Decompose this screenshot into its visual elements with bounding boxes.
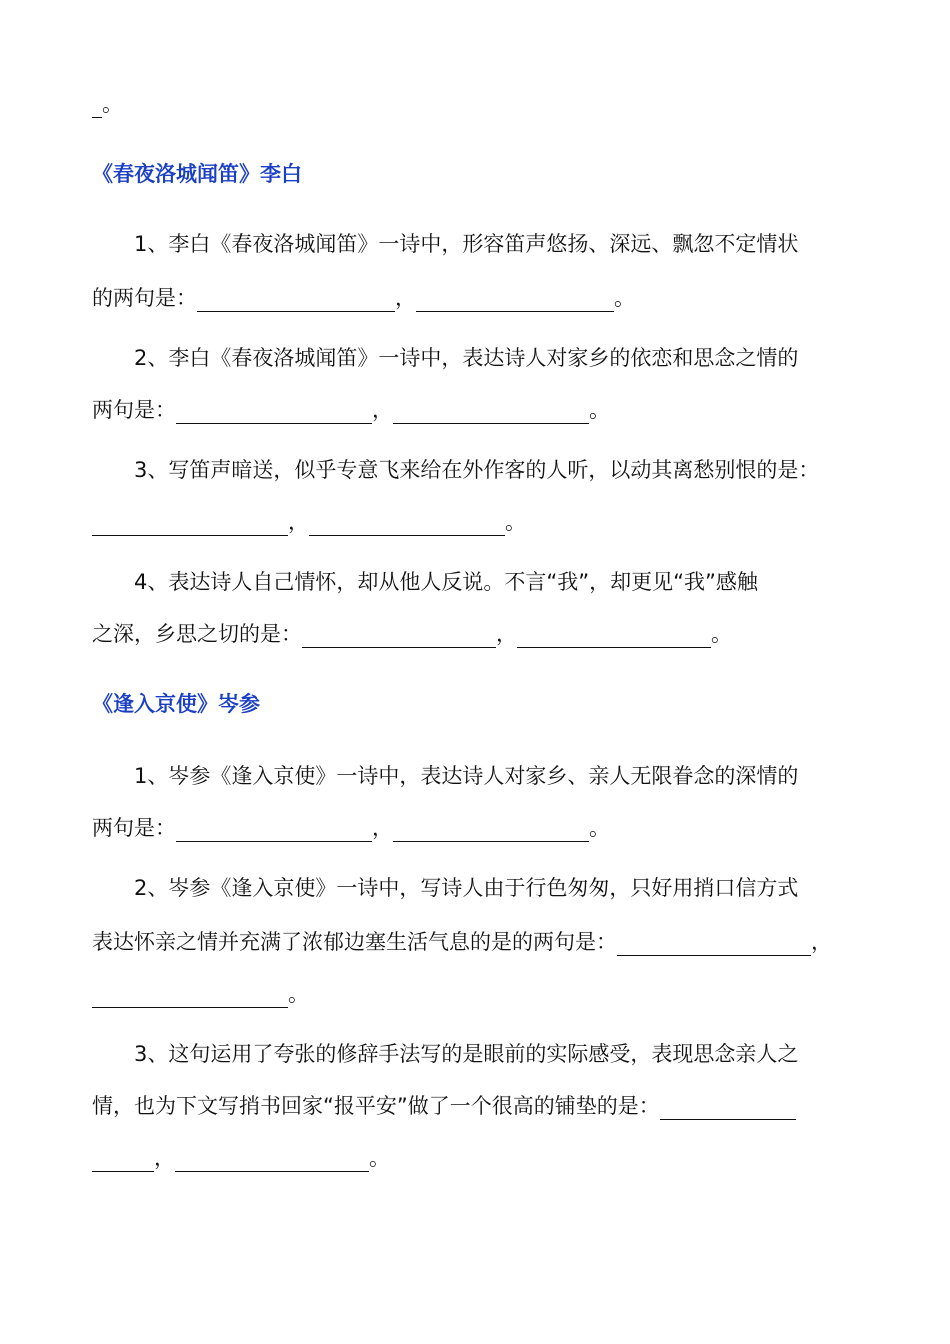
answer-blank[interactable] <box>175 1149 369 1172</box>
end-mark: 。 <box>614 286 635 310</box>
s2-q2-line3 <box>92 980 309 1008</box>
s1-q1-line2 <box>92 284 635 312</box>
s1-q2-line2 <box>92 396 610 424</box>
end-mark: 。 <box>369 1146 390 1170</box>
comma-sep: ， <box>288 510 309 534</box>
s2-q1-line1: 1、岑参《逢入京使》一诗中，表达诗人对家乡、亲人无限眷念的深情的 <box>134 764 799 788</box>
answer-blank-continued[interactable] <box>92 1149 154 1172</box>
s2-q3-line1: 3、这句运用了夸张的修辞手法写的是眼前的实际感受，表现思念亲人之 <box>134 1042 799 1066</box>
section-heading-chunye: 《春夜洛城闻笛》李白 <box>92 162 302 186</box>
s1-q3-line1: 3、写笛声暗送，似乎专意飞来给在外作客的人听，以动其离愁别恨的是： <box>134 458 820 482</box>
answer-blank[interactable] <box>92 95 102 118</box>
s2-q3-line3 <box>92 1144 390 1172</box>
top-fragment-line <box>92 90 123 118</box>
s1-q4-prefix: 之深，乡思之切的是： <box>92 622 302 646</box>
s1-q2-line1: 2、李白《春夜洛城闻笛》一诗中，表达诗人对家乡的依恋和思念之情的 <box>134 346 799 370</box>
end-mark: 。 <box>288 982 309 1006</box>
answer-blank[interactable] <box>517 625 711 648</box>
comma-sep: ， <box>372 816 393 840</box>
comma-sep: ， <box>372 398 393 422</box>
s2-q3-line2 <box>92 1092 796 1120</box>
end-mark: 。 <box>102 92 123 116</box>
answer-blank[interactable] <box>176 819 372 842</box>
comma-sep: ， <box>395 286 416 310</box>
s2-q1-line2 <box>92 814 610 842</box>
end-mark: 。 <box>589 398 610 422</box>
section-heading-fengru: 《逢入京使》岑参 <box>92 692 260 716</box>
s1-q3-line2 <box>92 508 526 536</box>
end-mark: 。 <box>505 510 526 534</box>
answer-blank[interactable] <box>393 819 589 842</box>
answer-blank[interactable] <box>302 625 496 648</box>
answer-blank[interactable] <box>617 933 811 956</box>
s2-q2-prefix: 表达怀亲之情并充满了浓郁边塞生活气息的是的两句是： <box>92 930 617 954</box>
s1-q4-line2 <box>92 620 732 648</box>
answer-blank[interactable] <box>92 513 288 536</box>
s2-q1-prefix: 两句是： <box>92 816 176 840</box>
answer-blank[interactable] <box>92 985 288 1008</box>
s2-q2-line2 <box>92 928 832 956</box>
comma-sep: ， <box>496 622 517 646</box>
answer-blank[interactable] <box>393 401 589 424</box>
s1-q1-prefix: 的两句是： <box>92 286 197 310</box>
answer-blank[interactable] <box>416 289 614 312</box>
s1-q2-prefix: 两句是： <box>92 398 176 422</box>
end-mark: 。 <box>589 816 610 840</box>
comma-sep: ， <box>811 930 832 954</box>
answer-blank[interactable] <box>197 289 395 312</box>
answer-blank[interactable] <box>309 513 505 536</box>
answer-blank[interactable] <box>176 401 372 424</box>
s2-q2-line1: 2、岑参《逢入京使》一诗中，写诗人由于行色匆匆，只好用捎口信方式 <box>134 876 799 900</box>
comma-sep: ， <box>154 1146 175 1170</box>
s1-q1-line1: 1、李白《春夜洛城闻笛》一诗中，形容笛声悠扬、深远、飘忽不定情状 <box>134 232 799 256</box>
s2-q3-prefix: 情，也为下文写捎书回家“报平安”做了一个很高的铺垫的是： <box>92 1094 660 1118</box>
answer-blank[interactable] <box>660 1097 796 1120</box>
s1-q4-line1: 4、表达诗人自己情怀，却从他人反说。不言“我”，却更见“我”感触 <box>134 570 758 594</box>
end-mark: 。 <box>711 622 732 646</box>
